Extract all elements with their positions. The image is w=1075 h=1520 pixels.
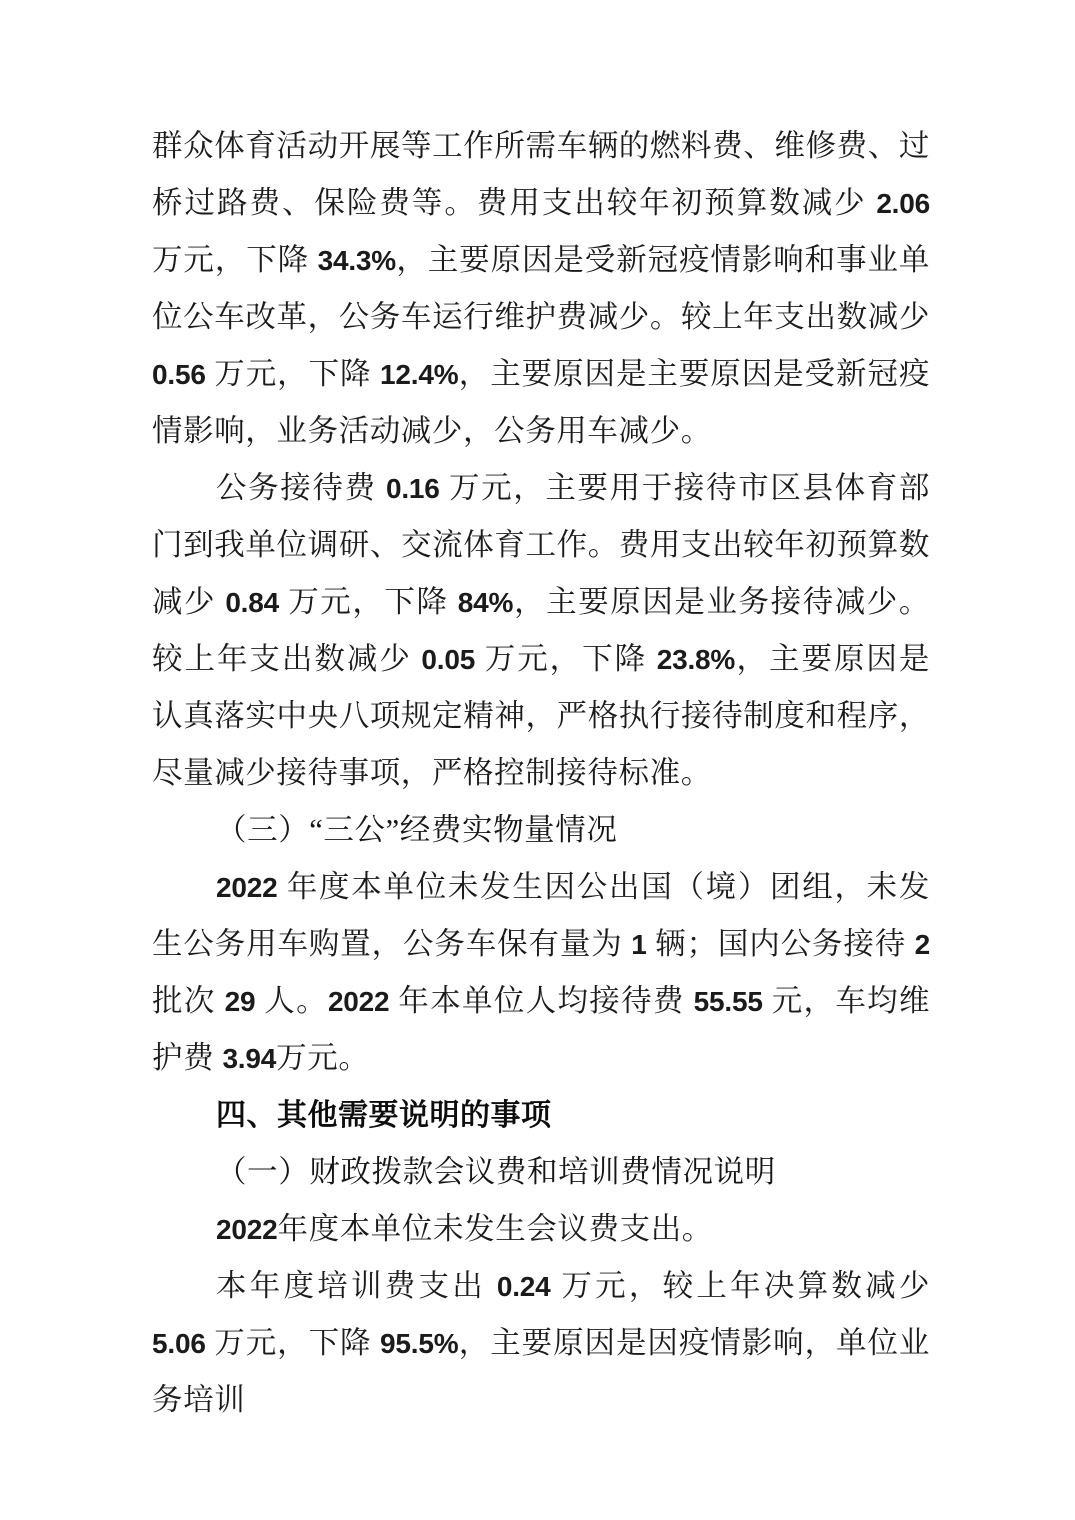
value-hospitality-amount: 0.16	[385, 473, 440, 504]
text-run: 万元，较上年决算数减少	[561, 1269, 930, 1303]
text-run: ，主要原因是主要原因是受新冠疫情影响，业务活动减少，公务用车减少。	[152, 357, 930, 448]
text-run: 万元，主要用于接待市区县体育部门到我单位调研、交流体育工作。费用支出较年初预算数减少	[152, 471, 930, 619]
value-hospitality-yoy-decrease-amount: 0.05	[421, 644, 476, 675]
text-run: 年本单位人均接待费	[398, 984, 685, 1018]
paragraph-official-hospitality	[152, 460, 930, 802]
text-run: 群众体育活动开展等工作所需车辆的燃料费、维修费、过桥过路费、保险费等。费用支出较年初预算数减少	[152, 129, 930, 220]
value-reception-batches: 2	[914, 929, 931, 960]
value-hospitality-budget-decrease-amount: 0.84	[225, 587, 280, 618]
value-yoy-decrease-amount: 0.56	[152, 359, 206, 390]
paragraph-training-fee	[152, 1258, 930, 1429]
value-training-yoy-decrease-percent: 95.5%	[380, 1328, 459, 1359]
text-run: 元，车均维护费	[152, 984, 931, 1075]
value-per-capita-reception-fee: 55.55	[693, 986, 763, 1017]
text-run: 万元，下降	[484, 642, 648, 676]
text-run: 万元，下降	[214, 1326, 372, 1360]
text-run: ，主要原因是业务接待减少。较上年支出数减少	[152, 585, 930, 676]
value-reception-persons: 29	[224, 986, 256, 1017]
text-run: 万元，下降	[288, 585, 449, 619]
text-run: 年度本单位未发生会议费支出。	[277, 1212, 713, 1246]
text-run: 万元，下降	[214, 357, 372, 391]
text-run: 辆；国内公务接待	[655, 927, 907, 961]
paragraph-vehicle-operating-cost	[152, 118, 930, 460]
text-run: ，主要原因是认真落实中央八项规定精神，严格执行接待制度和程序，尽量减少接待事项，严格控制接待标准。	[152, 642, 930, 790]
text-column	[152, 118, 930, 1429]
paragraph-no-meeting-fee	[152, 1201, 930, 1258]
value-vehicle-count: 1	[631, 929, 647, 960]
text-run: 本年度培训费支出	[216, 1269, 486, 1303]
value-budget-decrease-amount: 2.06	[876, 188, 931, 219]
value-hospitality-budget-decrease-percent: 84%	[457, 587, 514, 618]
value-budget-decrease-percent: 34.3%	[317, 245, 397, 276]
value-training-yoy-decrease-amount: 5.06	[152, 1328, 206, 1359]
paragraph-sangong-quantity-detail	[152, 859, 930, 1087]
heading-meeting-and-training-fee: （一）财政拨款会议费和培训费情况说明	[216, 1155, 776, 1189]
value-year-meeting: 2022	[216, 1214, 278, 1245]
text-run: 公务接待费	[216, 471, 377, 505]
text-run: 万元，下降	[152, 243, 310, 277]
value-per-vehicle-maintenance-fee: 3.94	[222, 1043, 277, 1074]
text-run: ，主要原因是因疫情影响，单位业务培训	[152, 1326, 930, 1417]
text-run: 万元。	[276, 1041, 370, 1075]
text-run: 批次	[152, 984, 216, 1018]
value-year-second: 2022	[327, 986, 390, 1017]
value-year: 2022	[216, 872, 278, 903]
heading-sangong-quantity: （三）“三公”经费实物量情况	[216, 813, 618, 847]
value-training-fee-amount: 0.24	[496, 1271, 551, 1302]
text-run: 年度本单位未发生因公出国（境）团组，未发生公务用车购置，公务车保有量为	[152, 870, 930, 961]
value-yoy-decrease-percent: 12.4%	[380, 359, 459, 390]
text-run: ，主要原因是受新冠疫情影响和事业单位公车改革，公务车运行维护费减少。较上年支出数减少	[152, 243, 931, 334]
text-run: 人。	[264, 984, 328, 1018]
value-hospitality-yoy-decrease-percent: 23.8%	[656, 644, 736, 675]
heading-other-matters: 四、其他需要说明的事项	[216, 1099, 552, 1132]
